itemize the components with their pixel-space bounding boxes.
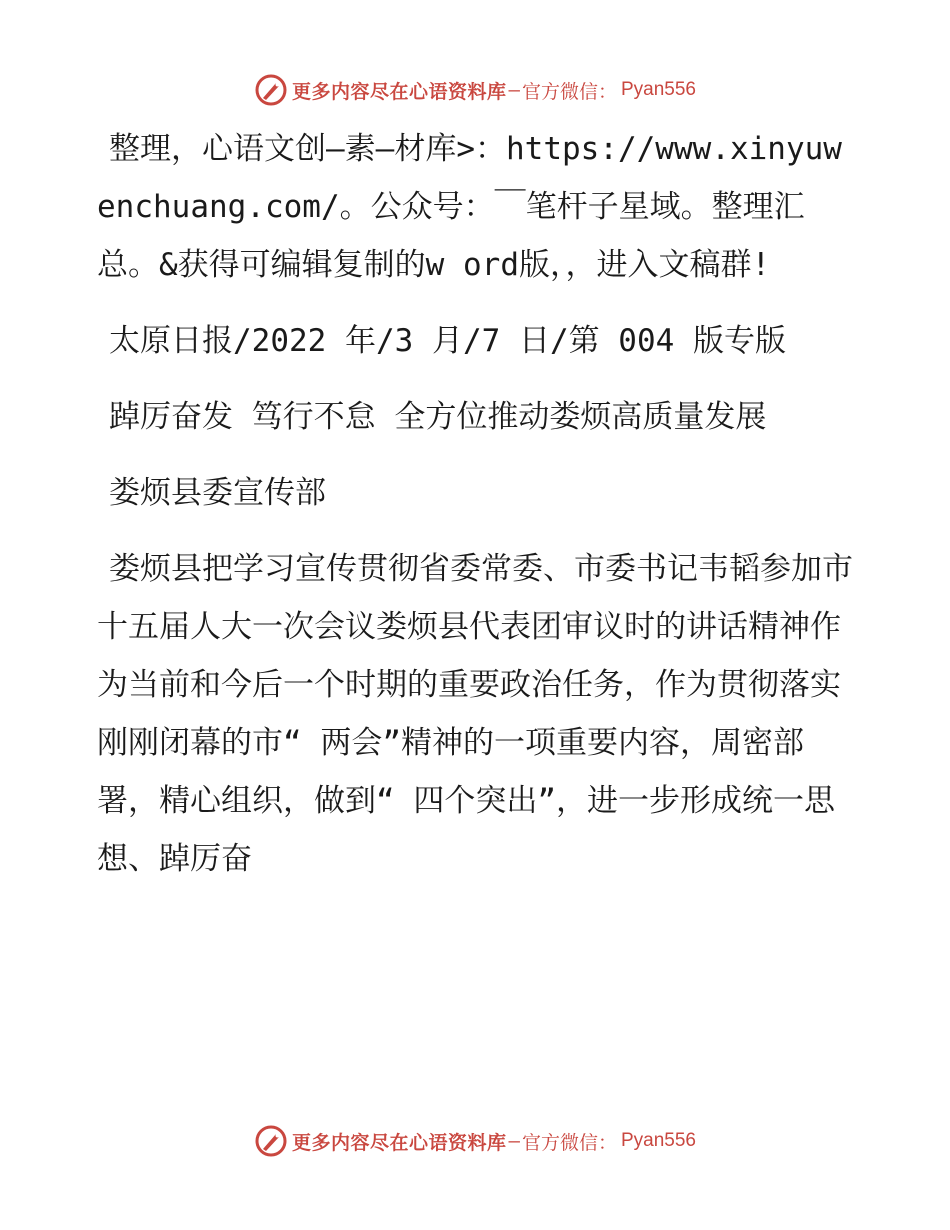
paragraph-publication-line (97, 312, 857, 370)
paragraph-author (97, 464, 857, 522)
paragraph-text: 娄烦县把学习宣传贯彻省委常委、市委书记韦韬参加市十五届人大一次会议娄烦县代表团审议时的讲话精神作为当前和今后一个时期的重要政治任务，作为贯彻落实刚刚闭幕的市“ 两会”精神的一项重要内容，周密部署，精心组织，做到“ 四个突出”，进一步形成统一思想、踔厉奋 (97, 551, 853, 877)
banner-wechat-id: Pyan556 (620, 79, 696, 100)
paragraph-text: 太原日报/2022 年/3 月/7 日/第 004 版专版 (109, 323, 786, 359)
paragraph-source-note (97, 120, 857, 294)
paragraph-text: 整理，心语文创—素—材库>：https://www.xinyuwenchuang.com/。公众号：￣笔杆子星域。整理汇总。&获得可编辑复制的w ord版，，进入文稿群! (97, 131, 842, 283)
pen-nib-logo-icon (254, 73, 288, 107)
banner-official-label: 官方微信： (521, 80, 617, 103)
paragraph-headline (97, 388, 857, 446)
paragraph-text: 踔厉奋发 笃行不怠 全方位推动娄烦高质量发展 (109, 399, 767, 435)
paragraph-text: 娄烦县委宣传部 (109, 475, 326, 511)
footer-banner (0, 1121, 950, 1161)
banner-dash: — (508, 1130, 520, 1152)
banner-title: 更多内容尽在心语资料库 (292, 1131, 507, 1154)
banner-official-label: 官方微信： (521, 1131, 617, 1154)
pen-nib-logo-icon (254, 1124, 288, 1158)
document-body (97, 120, 857, 906)
banner-dash: — (508, 79, 520, 101)
banner-wechat-id: Pyan556 (620, 1130, 696, 1151)
banner-title: 更多内容尽在心语资料库 (292, 80, 507, 103)
header-banner (0, 70, 950, 110)
paragraph-body (97, 540, 857, 888)
